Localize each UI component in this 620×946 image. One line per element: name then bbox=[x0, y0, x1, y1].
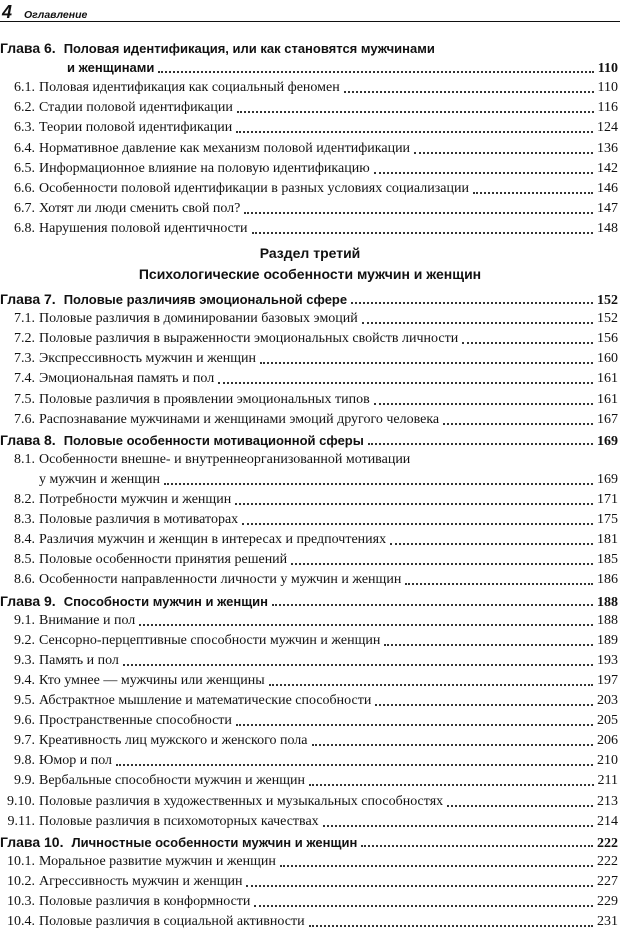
entry-title: Информационное влияние на половую идентификацию bbox=[39, 160, 370, 176]
dot-leader bbox=[312, 744, 593, 746]
entry-title: Абстрактное мышление и математические способности bbox=[39, 693, 372, 708]
entry-title: Половые особенности мотивационной сферы bbox=[63, 432, 364, 448]
section-number: 9.3. bbox=[14, 652, 35, 668]
section-7-6[interactable] bbox=[0, 410, 618, 430]
section-9-10[interactable] bbox=[0, 792, 618, 812]
entry-title: Половые различия в выраженности эмоциональных свойств личности bbox=[39, 331, 459, 347]
section-6-3[interactable] bbox=[0, 118, 618, 138]
dot-leader bbox=[323, 825, 593, 827]
section-number: 9.2. bbox=[14, 632, 35, 648]
entry-title: Личностные особенности мужчин и женщин bbox=[71, 834, 358, 850]
page-ref: 175 bbox=[597, 512, 618, 528]
section-8-1-cont[interactable] bbox=[0, 470, 618, 490]
page-ref: 188 bbox=[597, 612, 618, 628]
page-ref: 186 bbox=[597, 572, 618, 588]
section-6-1[interactable] bbox=[0, 78, 618, 98]
dot-leader bbox=[361, 845, 593, 847]
entry-title: Сенсорно-перцептивные способности мужчин и женщин bbox=[39, 632, 381, 648]
entry-title: Половые особенности принятия решений bbox=[39, 552, 288, 568]
page-ref: 197 bbox=[597, 672, 618, 688]
section-number: 7.4. bbox=[14, 371, 35, 387]
section-9-1[interactable] bbox=[0, 611, 618, 631]
chapter-8-heading[interactable] bbox=[0, 430, 618, 450]
page-ref: 227 bbox=[597, 873, 618, 889]
dot-leader bbox=[362, 322, 593, 324]
entry-title: Особенности внешне- и внутреннеорганизованной мотивации bbox=[39, 451, 411, 467]
section-9-11[interactable] bbox=[0, 812, 618, 832]
entry-title: Кто умнее — мужчины или женщины bbox=[39, 672, 265, 688]
page-ref: 171 bbox=[597, 492, 618, 507]
entry-title: Половые различия в проявлении эмоциональных типов bbox=[39, 391, 370, 407]
chapter-7-heading[interactable] bbox=[0, 289, 618, 309]
page-ref: 189 bbox=[597, 632, 618, 648]
page-ref: 152 bbox=[597, 293, 618, 308]
section-8-3[interactable] bbox=[0, 510, 618, 530]
page-ref: 160 bbox=[597, 351, 618, 367]
section-number: 9.11. bbox=[7, 813, 35, 829]
entry-title: Половые различия в психомоторных качествах bbox=[39, 813, 319, 829]
page-ref: 161 bbox=[597, 391, 618, 407]
page-ref: 211 bbox=[597, 773, 618, 789]
section-9-5[interactable] bbox=[0, 691, 618, 711]
section-number: 9.9. bbox=[14, 773, 35, 789]
entry-title: Особенности направленности личности у мужчин и женщин bbox=[39, 572, 402, 588]
section-number: 6.1. bbox=[14, 80, 35, 96]
section-10-2[interactable] bbox=[0, 872, 618, 892]
dot-leader bbox=[269, 684, 593, 686]
section-number: 8.5. bbox=[14, 552, 35, 568]
dot-leader bbox=[462, 342, 593, 344]
page-ref: 205 bbox=[597, 713, 618, 729]
page-ref: 193 bbox=[597, 652, 618, 668]
page-number: 4 bbox=[2, 2, 13, 22]
section-8-1[interactable] bbox=[0, 450, 618, 470]
entry-title: Внимание и пол bbox=[39, 612, 136, 628]
section-number: 9.7. bbox=[14, 733, 35, 749]
page-ref: 146 bbox=[597, 180, 618, 196]
chapter-6-heading[interactable] bbox=[0, 38, 618, 58]
section-7-2[interactable] bbox=[0, 329, 618, 349]
dot-leader bbox=[443, 423, 593, 425]
entry-title: Пространственные способности bbox=[39, 713, 232, 729]
section-number: 9.1. bbox=[14, 612, 35, 628]
dot-leader bbox=[309, 925, 593, 927]
section-7-4[interactable] bbox=[0, 369, 618, 389]
dot-leader bbox=[246, 885, 593, 887]
section-number: 6.2. bbox=[14, 100, 35, 116]
section-10-1[interactable] bbox=[0, 852, 618, 872]
section-number: 7.5. bbox=[14, 391, 35, 407]
page-ref: 161 bbox=[597, 371, 618, 387]
chapter-10-heading[interactable] bbox=[0, 832, 618, 852]
page-ref: 222 bbox=[597, 853, 618, 869]
entry-title: Половые различия в доминировании базовых эмоций bbox=[39, 311, 358, 327]
header-rule bbox=[0, 21, 620, 22]
section-number: 9.6. bbox=[14, 713, 35, 729]
entry-title: Эмоциональная память и пол bbox=[39, 371, 215, 387]
section-6-2[interactable] bbox=[0, 98, 618, 118]
dot-leader bbox=[368, 443, 593, 445]
section-6-5[interactable] bbox=[0, 159, 618, 179]
page-ref: 213 bbox=[597, 793, 618, 809]
page-ref: 181 bbox=[597, 532, 618, 548]
entry-title: Способности мужчин и женщин bbox=[63, 593, 269, 609]
chapter-6-heading-cont[interactable] bbox=[0, 58, 618, 78]
section-number: 9.8. bbox=[14, 753, 35, 769]
page-ref: 210 bbox=[597, 753, 618, 769]
dot-leader bbox=[139, 624, 593, 626]
dot-leader bbox=[244, 212, 593, 214]
section-number: 8.6. bbox=[14, 572, 35, 588]
section-number: 7.3. bbox=[14, 351, 35, 367]
chapter-label: Глава 6. bbox=[0, 40, 56, 56]
dot-leader bbox=[280, 865, 593, 867]
dot-leader bbox=[447, 805, 593, 807]
entry-title: Половые различия в социальной активности bbox=[39, 914, 305, 930]
section-6-4[interactable] bbox=[0, 139, 618, 159]
running-title: Оглавление bbox=[24, 9, 88, 21]
dot-leader bbox=[237, 111, 594, 113]
entry-title: Нарушения половой идентичности bbox=[39, 220, 248, 236]
dot-leader bbox=[384, 644, 593, 646]
page-ref: 188 bbox=[597, 594, 618, 610]
section-number: 6.8. bbox=[14, 220, 35, 236]
page-ref: 156 bbox=[597, 331, 618, 347]
section-number: 6.4. bbox=[14, 140, 35, 156]
section-number: 7.1. bbox=[14, 311, 35, 327]
section-number: 6.3. bbox=[14, 120, 35, 136]
page-ref: 110 bbox=[597, 80, 618, 96]
section-number: 6.5. bbox=[14, 160, 35, 176]
dot-leader bbox=[390, 543, 593, 545]
entry-title: Распознавание мужчинами и женщинами эмоций другого человека bbox=[39, 411, 440, 427]
dot-leader bbox=[309, 784, 593, 786]
page-ref: 185 bbox=[597, 552, 618, 568]
section-number: 9.5. bbox=[14, 693, 35, 708]
section-number: 7.2. bbox=[14, 331, 35, 347]
section-9-8[interactable] bbox=[0, 751, 618, 771]
dot-leader bbox=[291, 563, 593, 565]
page-ref: 206 bbox=[597, 733, 618, 749]
part-heading-title: Психологические особенности мужчин и женщин bbox=[138, 266, 482, 282]
dot-leader bbox=[344, 91, 594, 93]
entry-title: Половые различия в художественных и музыкальных способностях bbox=[39, 793, 444, 809]
entry-title: Половые различияв эмоциональной сфере bbox=[63, 292, 348, 307]
dot-leader bbox=[123, 664, 593, 666]
dot-leader bbox=[235, 503, 593, 505]
chapter-label: Глава 8. bbox=[0, 431, 56, 448]
running-header bbox=[2, 2, 87, 23]
chapter-9-heading[interactable] bbox=[0, 591, 618, 611]
page-ref: 169 bbox=[597, 471, 618, 487]
page-ref: 152 bbox=[597, 311, 618, 327]
entry-title: Стадии половой идентификации bbox=[39, 100, 233, 116]
page-ref: 136 bbox=[597, 140, 618, 156]
section-8-5[interactable] bbox=[0, 550, 618, 570]
section-8-2[interactable] bbox=[0, 490, 618, 510]
section-9-7[interactable] bbox=[0, 731, 618, 751]
entry-title: Хотят ли люди сменить свой пол? bbox=[39, 200, 241, 216]
entry-title: и женщинами bbox=[67, 60, 155, 76]
entry-title: Моральное развитие мужчин и женщин bbox=[39, 853, 276, 869]
page-ref: 110 bbox=[597, 61, 618, 77]
entry-title: Память и пол bbox=[39, 652, 119, 668]
section-9-2[interactable] bbox=[0, 631, 618, 651]
section-number: 6.6. bbox=[14, 180, 35, 196]
dot-leader bbox=[236, 131, 593, 133]
section-8-4[interactable] bbox=[0, 530, 618, 550]
entry-title: Половые различия в мотиваторах bbox=[39, 512, 239, 528]
entry-title: Креативность лиц мужского и женского пола bbox=[39, 733, 308, 749]
page-ref: 169 bbox=[597, 433, 618, 449]
chapter-label: Глава 7. bbox=[0, 291, 56, 307]
section-9-3[interactable] bbox=[0, 651, 618, 671]
section-number: 8.3. bbox=[14, 512, 35, 528]
dot-leader bbox=[260, 362, 593, 364]
dot-leader bbox=[236, 724, 593, 726]
section-9-4[interactable] bbox=[0, 671, 618, 691]
entry-title: Вербальные способности мужчин и женщин bbox=[39, 773, 306, 789]
dot-leader bbox=[272, 604, 593, 606]
entry-title: Теории половой идентификации bbox=[39, 120, 233, 136]
dot-leader bbox=[375, 704, 593, 706]
page-ref: 214 bbox=[597, 813, 618, 829]
page-ref: 148 bbox=[597, 220, 618, 236]
section-9-6[interactable] bbox=[0, 711, 618, 731]
page-ref: 229 bbox=[597, 894, 618, 909]
dot-leader bbox=[405, 583, 593, 585]
page-ref: 116 bbox=[597, 100, 618, 116]
dot-leader bbox=[116, 764, 593, 766]
section-10-3[interactable] bbox=[0, 892, 618, 912]
dot-leader bbox=[351, 302, 593, 304]
section-7-3[interactable] bbox=[0, 349, 618, 369]
dot-leader bbox=[164, 483, 593, 485]
page-ref: 231 bbox=[597, 914, 618, 930]
section-number: 10.4. bbox=[7, 914, 35, 930]
section-10-4[interactable] bbox=[0, 912, 618, 932]
entry-title: Юмор и пол bbox=[39, 753, 113, 769]
dot-leader bbox=[242, 523, 593, 525]
section-number: 7.6. bbox=[14, 411, 35, 427]
page-ref: 142 bbox=[597, 160, 618, 176]
entry-title: Половая идентификация, или как становятся мужчинами bbox=[63, 41, 435, 56]
entry-title: Экспрессивность мужчин и женщин bbox=[39, 351, 257, 367]
section-number: 9.10. bbox=[7, 793, 35, 809]
page-ref: 167 bbox=[597, 411, 618, 427]
chapter-label: Глава 10. bbox=[0, 833, 64, 850]
part-heading-number: Раздел третий bbox=[259, 245, 361, 261]
section-number: 10.2. bbox=[7, 873, 35, 889]
entry-title: у мужчин и женщин bbox=[39, 471, 160, 487]
page-ref: 203 bbox=[597, 693, 618, 708]
dot-leader bbox=[374, 172, 593, 174]
section-number: 6.7. bbox=[14, 200, 35, 216]
dot-leader bbox=[252, 232, 594, 234]
dot-leader bbox=[254, 905, 593, 907]
section-number: 8.4. bbox=[14, 532, 35, 548]
section-6-6[interactable] bbox=[0, 179, 618, 199]
entry-title: Особенности половой идентификации в разных условиях социализации bbox=[39, 180, 469, 196]
section-8-6[interactable] bbox=[0, 570, 618, 590]
entry-title: Потребности мужчин и женщин bbox=[39, 492, 232, 507]
section-7-1[interactable] bbox=[0, 309, 618, 329]
section-7-5[interactable] bbox=[0, 390, 618, 410]
entry-title: Нормативное давление как механизм половой идентификации bbox=[39, 140, 411, 156]
page-ref: 124 bbox=[597, 120, 618, 136]
page-ref: 147 bbox=[597, 200, 618, 216]
section-6-8[interactable] bbox=[0, 219, 618, 239]
page-ref: 222 bbox=[597, 835, 618, 851]
section-number: 8.1. bbox=[14, 451, 35, 467]
entry-title: Половая идентификация как социальный феномен bbox=[39, 80, 340, 96]
entry-title: Половые различия в конформности bbox=[39, 894, 251, 909]
section-9-9[interactable] bbox=[0, 771, 618, 791]
dot-leader bbox=[374, 403, 593, 405]
dot-leader bbox=[473, 192, 593, 194]
dot-leader bbox=[414, 152, 593, 154]
section-number: 10.3. bbox=[7, 894, 35, 909]
dot-leader bbox=[158, 71, 593, 73]
section-number: 8.2. bbox=[14, 492, 35, 507]
section-6-7[interactable] bbox=[0, 199, 618, 219]
section-number: 9.4. bbox=[14, 672, 35, 688]
entry-title: Различия мужчин и женщин в интересах и предпочтениях bbox=[39, 532, 387, 548]
chapter-label: Глава 9. bbox=[0, 592, 56, 609]
section-number: 10.1. bbox=[7, 853, 35, 869]
dot-leader bbox=[218, 382, 593, 384]
entry-title: Агрессивность мужчин и женщин bbox=[39, 873, 243, 889]
